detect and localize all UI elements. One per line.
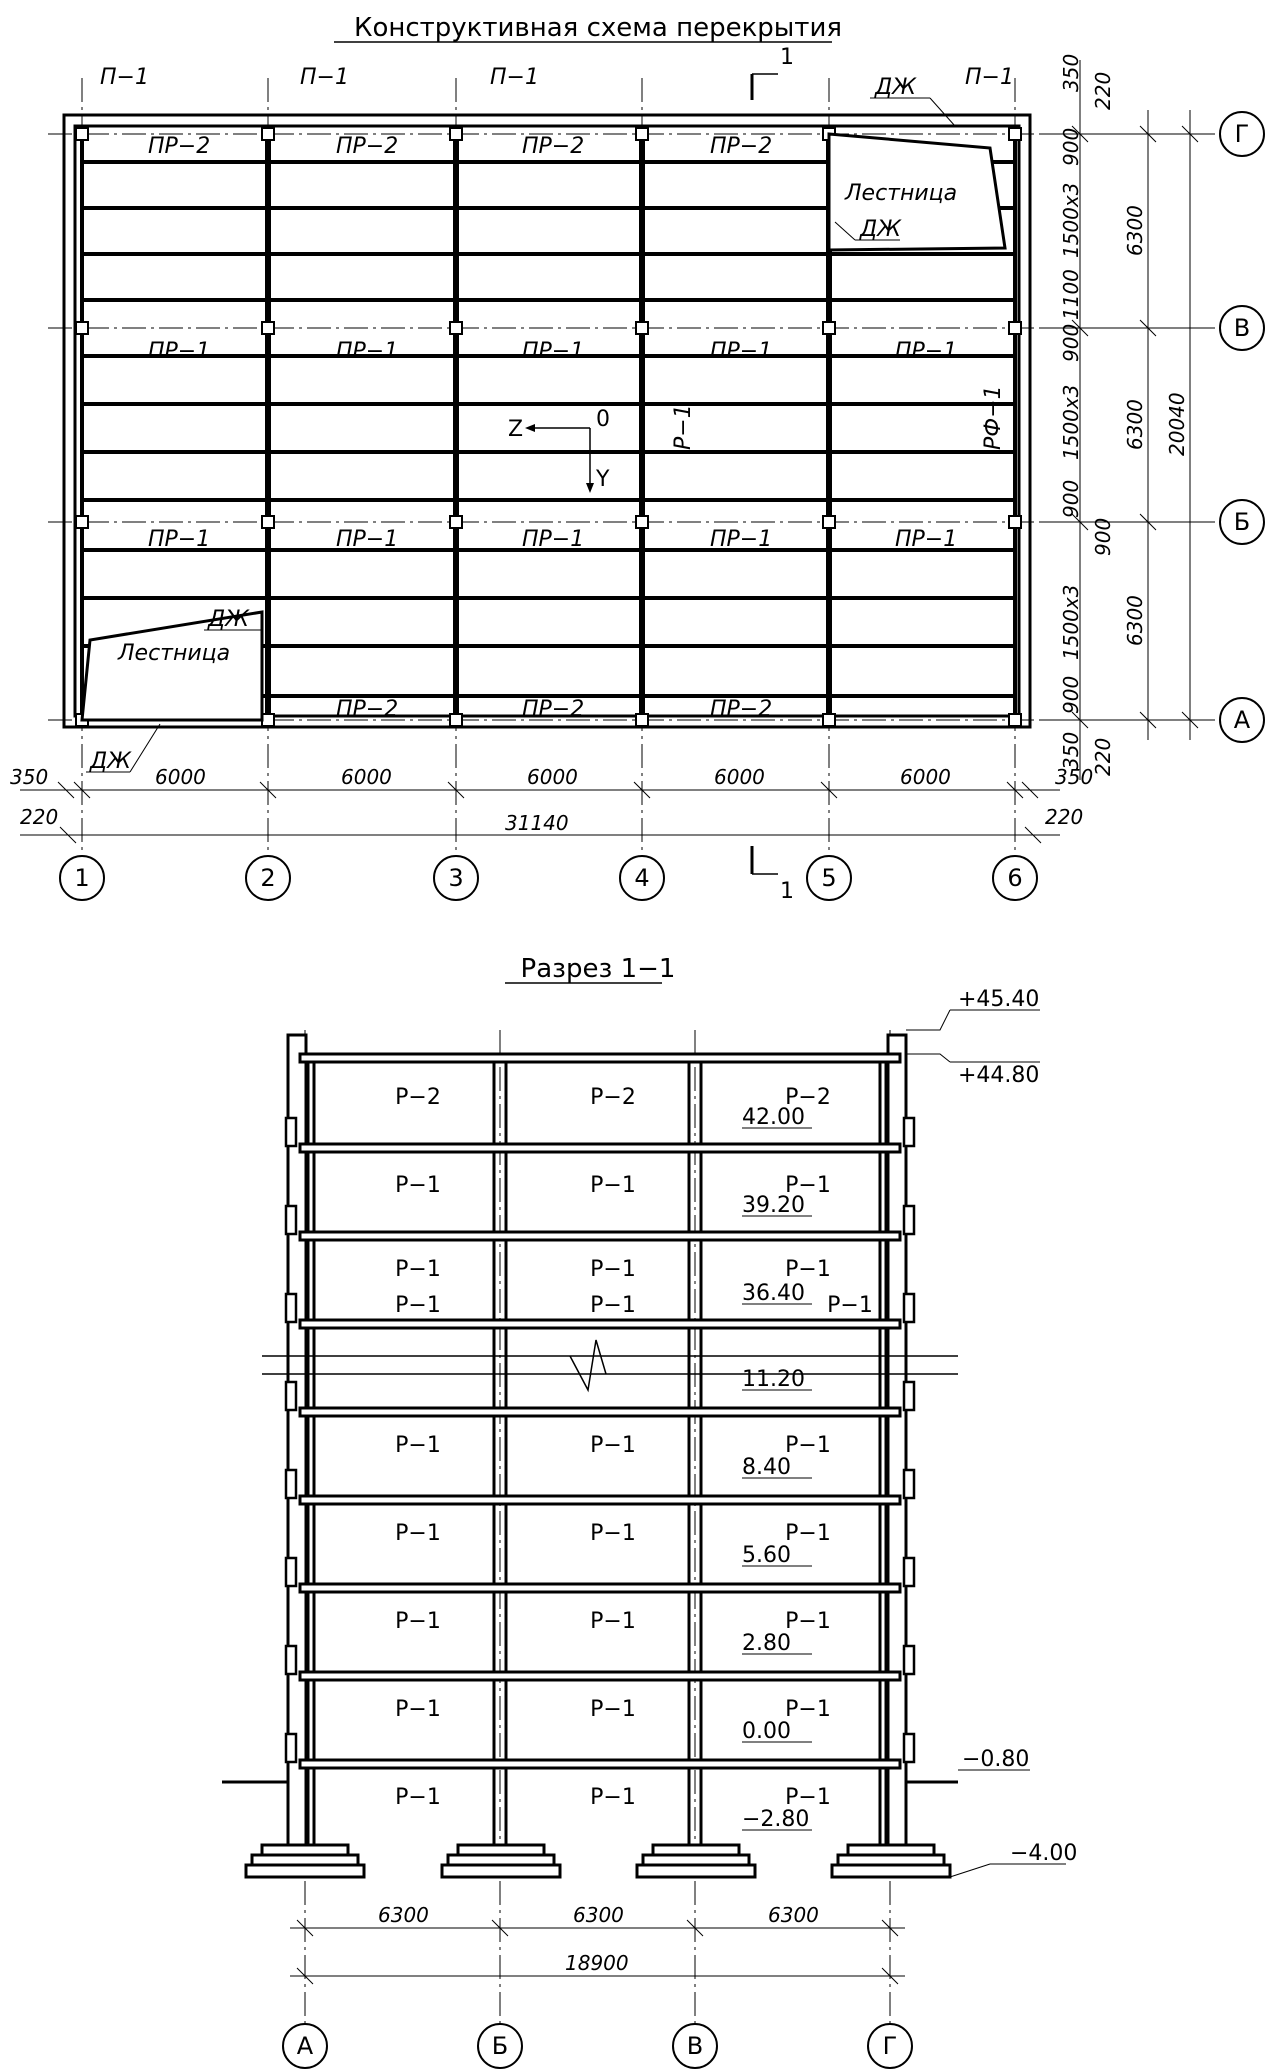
frame-label: Р−1	[395, 1697, 441, 1722]
frame-label: Р−1	[785, 1697, 831, 1722]
frame-label: Р−1	[785, 1521, 831, 1546]
p1-label: П−1	[300, 65, 349, 90]
dim-label: 6300	[768, 1903, 819, 1927]
plan-dims-right-text	[1059, 54, 1189, 776]
dim-label: 6300	[1123, 399, 1147, 450]
dzh-label: ДЖ	[90, 749, 131, 774]
frame-label: Р−2	[785, 1085, 831, 1110]
dzh-label: ДЖ	[875, 75, 916, 100]
level-label: 0.00	[742, 1719, 791, 1744]
axis-label: 6	[1007, 864, 1023, 892]
section-1-1	[222, 954, 1077, 2068]
pr1-label: ПР−1	[710, 339, 773, 364]
dim-label: 900	[1059, 323, 1083, 362]
level-label: 8.40	[742, 1455, 791, 1480]
r1-label-plan: Р−1	[671, 404, 696, 450]
dim-label: 6000	[341, 765, 392, 789]
axis-label: 5	[821, 864, 837, 892]
level-label: +44.80	[958, 1063, 1040, 1088]
dim-label: 220	[20, 805, 59, 829]
level-label: 39.20	[742, 1193, 805, 1218]
frame-label: Р−1	[395, 1609, 441, 1634]
section-axis-bubbles	[283, 2024, 912, 2068]
section-footings	[246, 1845, 950, 1877]
p1-label: П−1	[490, 65, 539, 90]
pr2-label: ПР−2	[336, 134, 399, 159]
dim-label: 6000	[155, 765, 206, 789]
dim-label: 220	[1045, 805, 1084, 829]
column-axis-bubbles	[60, 856, 1037, 900]
level-label: +45.40	[958, 987, 1040, 1012]
frame-label: Р−1	[590, 1609, 636, 1634]
rf1-label-plan: РФ−1	[981, 385, 1006, 450]
origin-label: 0	[596, 407, 610, 432]
axis-label: Б	[491, 2032, 509, 2060]
dzh-label: ДЖ	[860, 217, 901, 242]
pr1-label: ПР−1	[336, 339, 399, 364]
pr2-label: ПР−2	[710, 697, 773, 722]
section-mark-bottom: 1	[780, 879, 794, 904]
pr2-label: ПР−2	[710, 134, 773, 159]
dim-label: 1500x3	[1059, 584, 1083, 660]
axis-label: 1	[74, 864, 90, 892]
dim-label: 900	[1059, 675, 1083, 714]
section-mark-top: 1	[780, 45, 794, 70]
axis-label: А	[1233, 706, 1251, 734]
level-label: 2.80	[742, 1631, 791, 1656]
dim-label: 900	[1091, 517, 1115, 556]
pr1-label: ПР−1	[336, 527, 399, 552]
dim-label: 31140	[505, 811, 569, 835]
frame-label: Р−1	[590, 1697, 636, 1722]
axis-label: 3	[448, 864, 464, 892]
axis-lines	[48, 78, 1215, 860]
dim-label: 6300	[1123, 595, 1147, 646]
p1-label: П−1	[100, 65, 149, 90]
frame-label: Р−2	[395, 1085, 441, 1110]
level-label: 11.20	[742, 1367, 805, 1392]
frame-label: Р−1	[395, 1257, 441, 1282]
axis-label: 2	[260, 864, 276, 892]
stair-label-top: Лестница	[845, 181, 958, 206]
dim-label: 350	[1055, 765, 1094, 789]
dim-label: 220	[1091, 71, 1115, 110]
level-label: −4.00	[1010, 1841, 1078, 1866]
pr1-label: ПР−1	[895, 527, 958, 552]
level-label: 42.00	[742, 1105, 805, 1130]
level-label: −2.80	[742, 1807, 810, 1832]
pr1-label: ПР−1	[522, 527, 585, 552]
dim-label: 900	[1059, 127, 1083, 166]
axis-label: Г	[1234, 120, 1250, 148]
axis-label: Г	[882, 2032, 898, 2060]
dim-label: 6000	[714, 765, 765, 789]
frame-label: Р−1	[785, 1433, 831, 1458]
row-axis-bubbles	[1220, 112, 1264, 742]
section-break	[262, 1340, 958, 1390]
stair-label-bottom: Лестница	[118, 641, 231, 666]
frame-label: Р−1	[590, 1433, 636, 1458]
dim-label: 6000	[527, 765, 578, 789]
frame-label: Р−1	[590, 1173, 636, 1198]
axis-label: 4	[634, 864, 650, 892]
plan-title: Конструктивная схема перекрытия	[353, 13, 843, 43]
dzh-label: ДЖ	[208, 607, 249, 632]
pr1-label: ПР−1	[895, 339, 958, 364]
floor-plan	[10, 13, 1264, 904]
dim-label: 350	[10, 765, 49, 789]
pr2-label: ПР−2	[522, 134, 585, 159]
dim-label: 6300	[1123, 205, 1147, 256]
frame-label: Р−1	[395, 1433, 441, 1458]
dim-label: 350	[1059, 53, 1083, 92]
axis-label: А	[296, 2032, 314, 2060]
pr1-label: ПР−1	[148, 527, 211, 552]
pr1-label: ПР−1	[148, 339, 211, 364]
axis-label: В	[686, 2032, 704, 2060]
dim-label: 6300	[378, 1903, 429, 1927]
frame-label: Р−1	[785, 1173, 831, 1198]
dim-label: 6300	[573, 1903, 624, 1927]
frame-label: Р−1	[590, 1785, 636, 1810]
pr2-label: ПР−2	[522, 697, 585, 722]
plan-dims-bottom-text	[10, 765, 1093, 835]
section-floor-slabs	[300, 1054, 900, 1768]
dim-label: 1500x3	[1059, 182, 1083, 258]
axis-label: В	[1233, 314, 1251, 342]
frame-label: Р−1	[395, 1785, 441, 1810]
dim-label: 1500x3	[1059, 384, 1083, 460]
dim-label: 18900	[565, 1951, 629, 1975]
frame-label: Р−1	[590, 1257, 636, 1282]
frame-label: Р−1	[395, 1521, 441, 1546]
dim-label: 1100	[1059, 269, 1083, 320]
frame-label: Р−1	[395, 1293, 441, 1318]
p1-label: П−1	[965, 65, 1014, 90]
dim-label: 20040	[1165, 392, 1189, 456]
dim-label: 220	[1091, 737, 1115, 776]
pr1-label: ПР−1	[710, 527, 773, 552]
section-title: Разрез 1−1	[520, 954, 676, 984]
pr2-label: ПР−2	[336, 697, 399, 722]
pr2-label: ПР−2	[148, 134, 211, 159]
level-label: −0.80	[962, 1747, 1030, 1772]
frame-label: Р−2	[590, 1085, 636, 1110]
pr1-label: ПР−1	[522, 339, 585, 364]
section-dims-text	[378, 1903, 819, 1975]
frame-label: Р−1	[590, 1521, 636, 1546]
level-label: 5.60	[742, 1543, 791, 1568]
level-label: 36.40	[742, 1281, 805, 1306]
axis-label: Б	[1233, 508, 1251, 536]
y-axis-label: Y	[596, 467, 610, 492]
frame-label: Р−1	[827, 1293, 873, 1318]
frame-label: Р−1	[785, 1609, 831, 1634]
frame-label: Р−1	[590, 1293, 636, 1318]
z-axis-label: Z	[508, 417, 524, 442]
dim-label: 900	[1059, 479, 1083, 518]
dim-label: 350	[1059, 731, 1083, 770]
frame-label: Р−1	[395, 1173, 441, 1198]
dim-label: 6000	[900, 765, 951, 789]
frame-label: Р−1	[785, 1785, 831, 1810]
frame-label: Р−1	[785, 1257, 831, 1282]
